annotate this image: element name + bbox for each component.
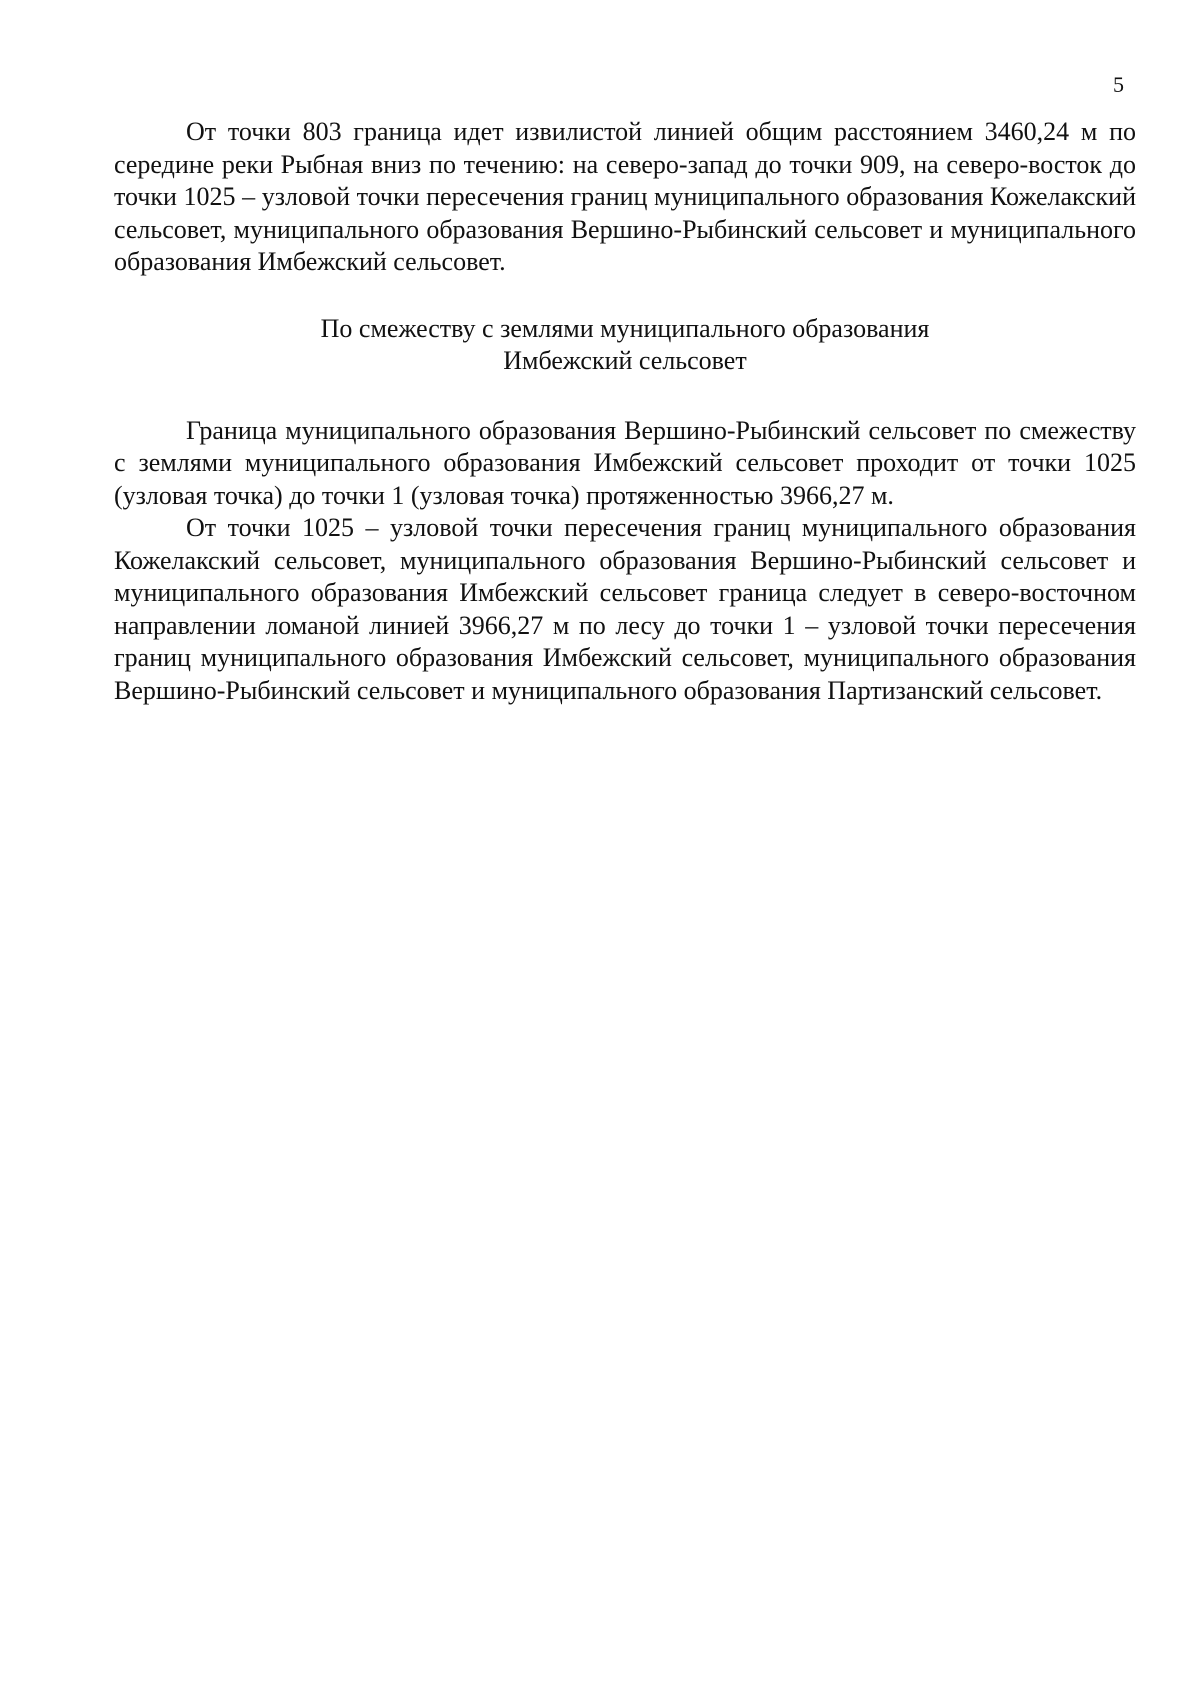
section-heading-line-2: Имбежский сельсовет xyxy=(503,346,747,375)
section-heading xyxy=(114,313,1136,378)
paragraph-boundary-description: От точки 1025 – узловой точки пересечения границ муниципального образования Кожелакский сельсовет, муниципального образования Вершино-Рыбинский сельсовет и муниципального образования Имбежский сельсовет граница следует в северо-восточном направлении ломаной линией 3966,27 м по лесу до точки 1 – узловой точки пересечения границ муниципального образования Имбежский сельсовет, муниципального образования Вершино-Рыбинский сельсовет и муниципального образования Партизанский сельсовет. xyxy=(114,513,1136,705)
section-heading-line-1: По смежеству с землями муниципального образования xyxy=(320,313,930,343)
document-body xyxy=(114,116,1136,707)
paragraph-river-boundary: От точки 803 граница идет извилистой линией общим расстоянием 3460,24 м по середине реки Рыбная вниз по течению: на северо-запад до точки 909, на северо-восток до точки 1025 – узловой точки пересечения границ муниципального образования Кожелакский сельсовет, муниципального образования Вершино-Рыбинский сельсовет и муниципального образования Имбежский сельсовет. xyxy=(114,117,1136,276)
page-number: 5 xyxy=(1113,72,1124,97)
paragraph-boundary-summary: Граница муниципального образования Вершино-Рыбинский сельсовет по смежеству с землями муниципального образования Имбежский сельсовет проходит от точки 1025 (узловая точка) до точки 1 (узловая точка) протяженностью 3966,27 м. xyxy=(114,415,1136,510)
